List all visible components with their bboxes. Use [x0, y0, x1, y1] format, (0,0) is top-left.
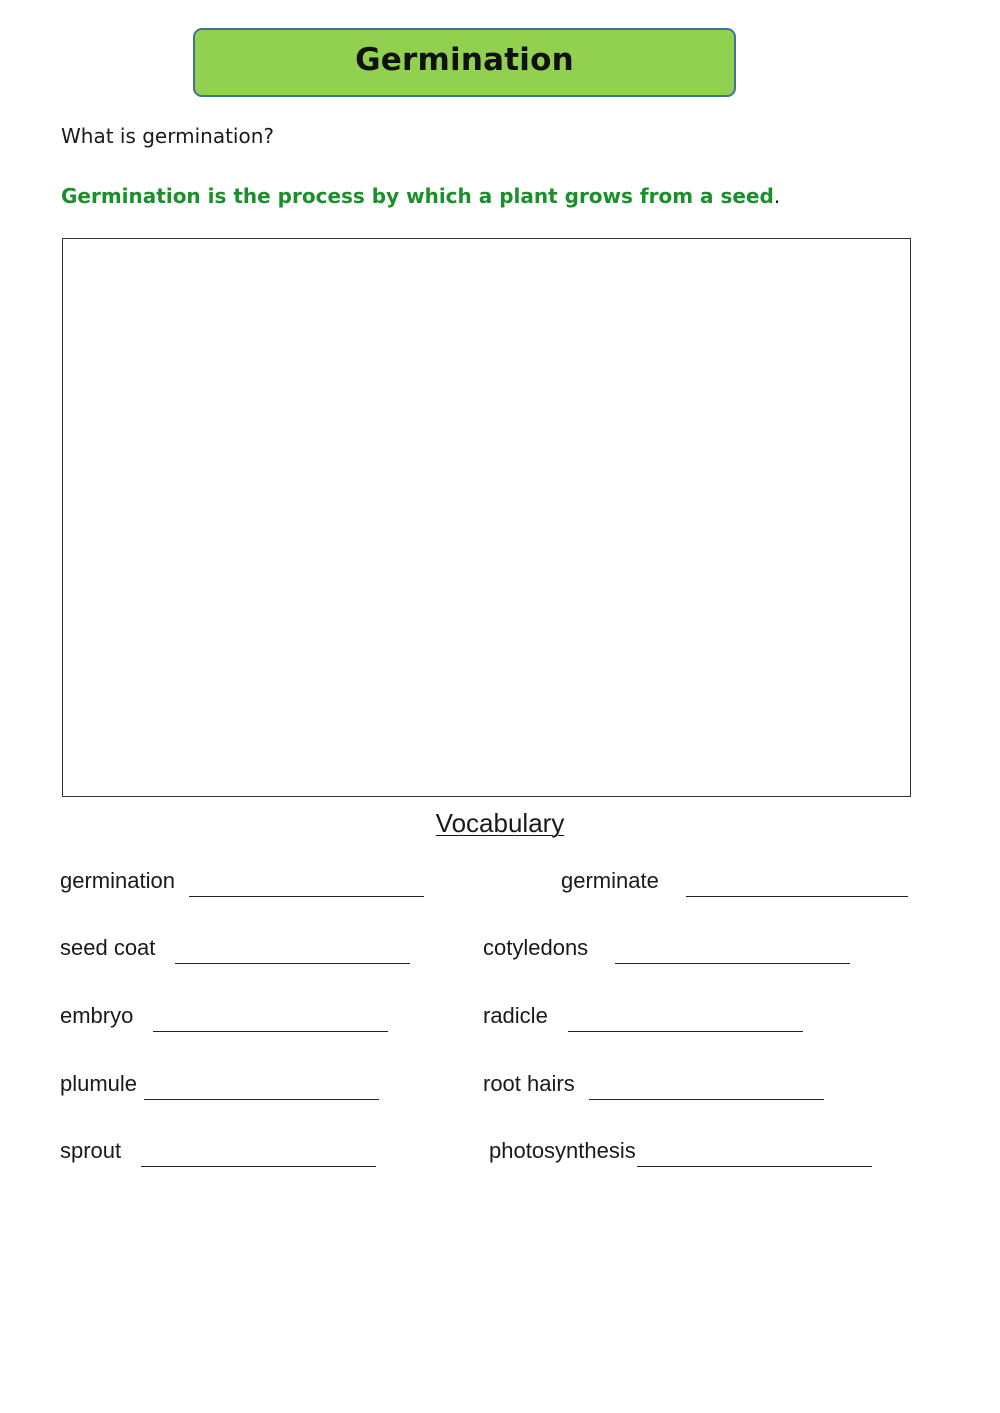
vocab-answer-line[interactable]	[175, 943, 410, 964]
drawing-area[interactable]	[62, 238, 911, 797]
vocabulary-heading	[0, 808, 1000, 839]
vocab-item-germination	[60, 868, 424, 894]
answer-text	[61, 184, 780, 208]
vocab-item-seed-coat	[60, 935, 410, 961]
vocab-answer-line[interactable]	[568, 1011, 803, 1032]
vocab-answer-line[interactable]	[589, 1079, 824, 1100]
vocab-term: cotyledons	[483, 935, 589, 960]
vocab-term: sprout	[60, 1138, 122, 1163]
vocab-term: germinate	[561, 868, 659, 893]
vocab-item-radicle	[483, 1003, 803, 1029]
vocab-answer-line[interactable]	[686, 876, 908, 897]
question-text: What is germination?	[61, 124, 275, 148]
answer-period: .	[773, 184, 781, 208]
vocab-answer-line[interactable]	[141, 1146, 376, 1167]
vocab-term: germination	[60, 868, 175, 893]
vocab-item-embryo	[60, 1003, 388, 1029]
vocab-answer-line[interactable]	[189, 876, 424, 897]
vocab-term: root hairs	[483, 1071, 575, 1096]
vocab-item-cotyledons	[483, 935, 850, 961]
vocab-item-germinate	[561, 868, 908, 894]
vocab-term: plumule	[60, 1071, 138, 1096]
vocab-term: radicle	[483, 1003, 548, 1028]
title-banner	[193, 28, 736, 97]
vocab-item-root-hairs	[483, 1071, 824, 1097]
vocab-answer-line[interactable]	[615, 943, 850, 964]
page-title: Germination	[355, 41, 574, 78]
vocab-item-plumule	[60, 1071, 379, 1097]
vocab-answer-line[interactable]	[637, 1146, 872, 1167]
answer-sentence: Germination is the process by which a plant grows from a seed	[61, 184, 774, 208]
vocab-term: embryo	[60, 1003, 134, 1028]
vocab-answer-line[interactable]	[144, 1079, 379, 1100]
vocab-term: seed coat	[60, 935, 156, 960]
vocab-answer-line[interactable]	[153, 1011, 388, 1032]
vocab-item-photosynthesis	[489, 1138, 872, 1164]
vocab-term: photosynthesis	[489, 1138, 636, 1163]
vocab-item-sprout	[60, 1138, 376, 1164]
vocabulary-heading-text: Vocabulary	[435, 808, 565, 838]
